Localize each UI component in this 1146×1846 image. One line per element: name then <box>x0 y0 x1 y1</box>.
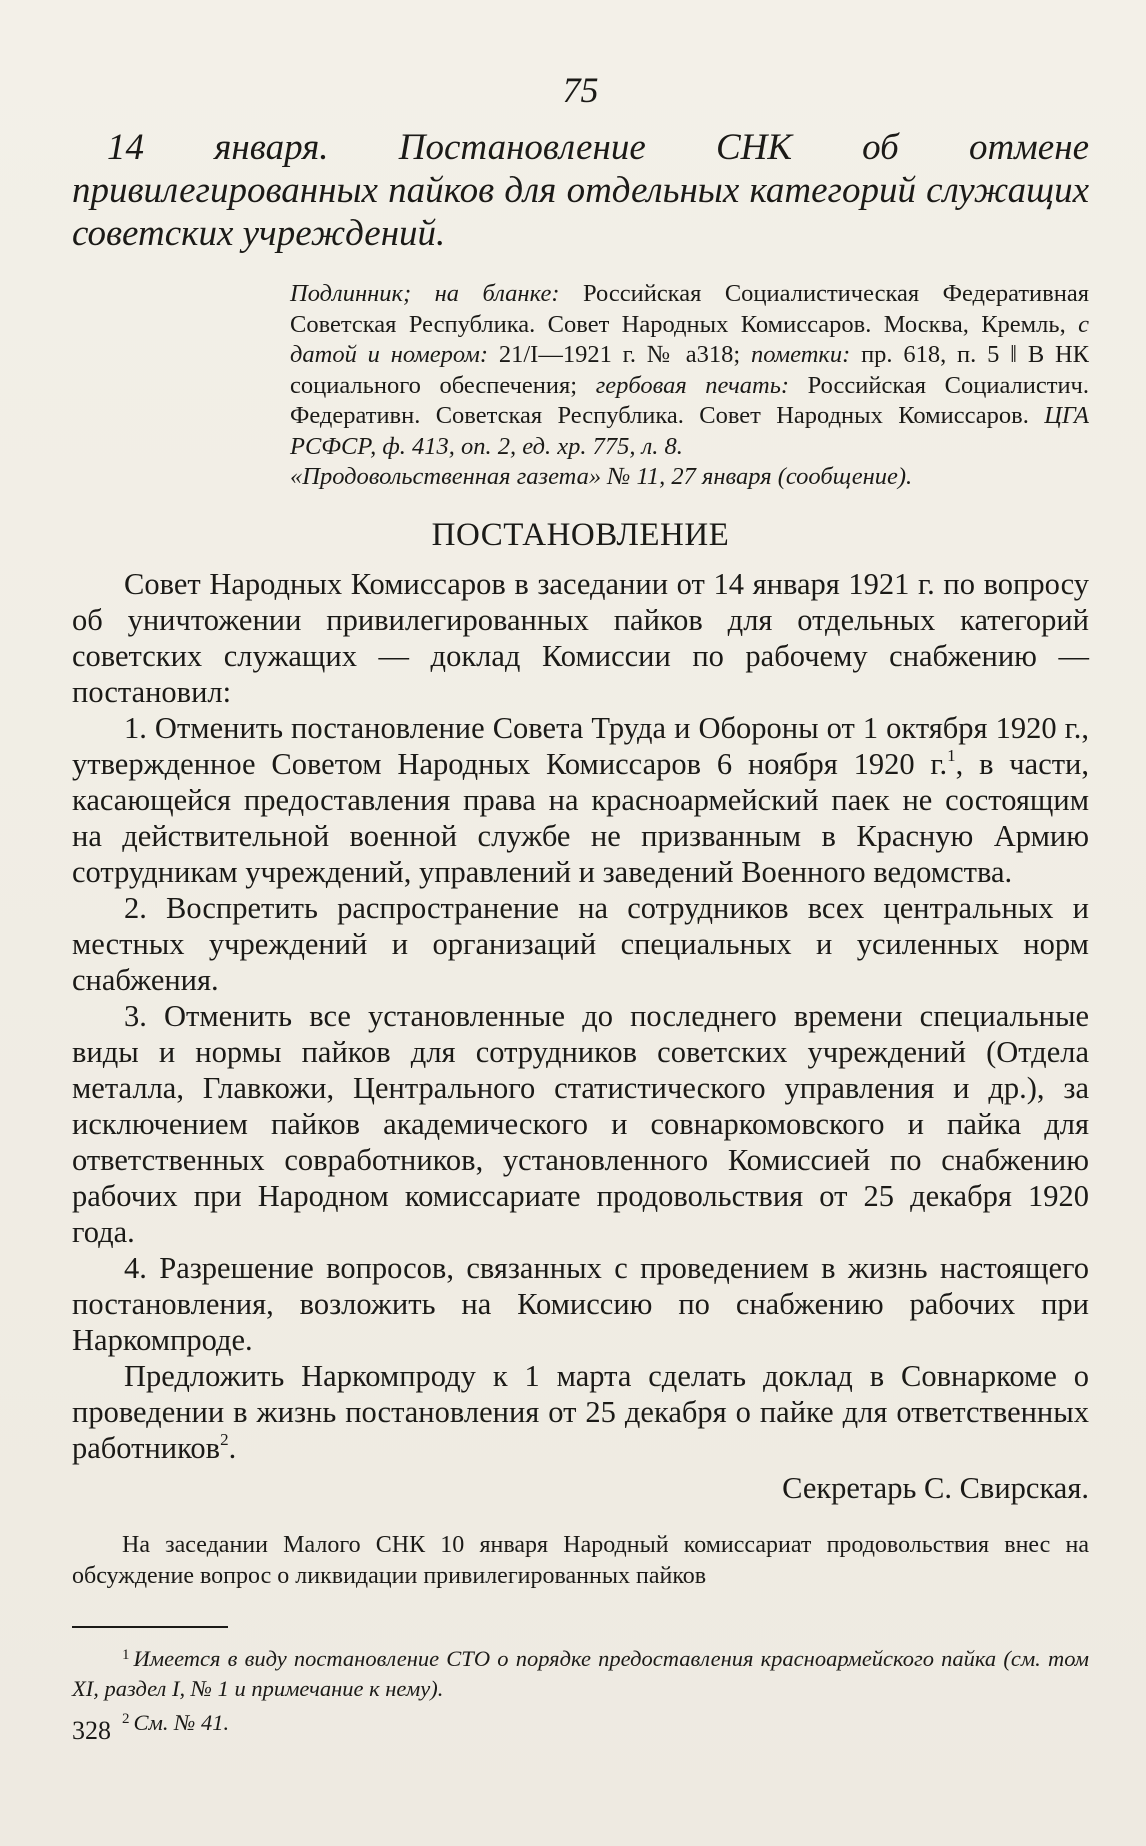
page-number: 328 <box>72 1716 111 1745</box>
source-text-seal: Российская Социалистич. Федеративн. Советская Республика. Совет Народных Комиссаров. <box>290 371 1090 429</box>
resolution-body <box>72 566 1089 1466</box>
source-annotation <box>290 279 1089 493</box>
footnote-1 <box>72 1640 1089 1704</box>
footnotes <box>72 1640 1089 1738</box>
footnote-2 <box>72 1704 1089 1738</box>
resolution-item-4: 4. Разрешение вопросов, связанных с проведением в жизнь настоящего постановления, возложить на Комиссию по снабжению рабочих при Наркомпроде. <box>72 1250 1089 1357</box>
resolution-item-3: 3. Отменить все установленные до последнего времени специальные виды и нормы пайков для сотрудников советских учреждений (Отдела металла, Главкожи, Центрального статистического управления и др.), за исключением пайков академического и совнаркомовского и пайка для ответственных совработников, установленного Комиссией по снабжению рабочих при Народном комиссариате продовольствия от 25 декабря 1920 года. <box>72 998 1089 1249</box>
footnote-1-text: Имеется в виду постановление СТО о порядке предоставления красноармейского пайка (см. том XI, раздел I, № 1 и примечание к нему). <box>72 1645 1089 1701</box>
source-publication: «Продовольственная газета» № 11, 27 января (сообщение). <box>290 463 913 490</box>
footnote-divider <box>72 1626 228 1628</box>
footnote-2-mark: 2 <box>122 1710 130 1727</box>
resolution-proposal <box>72 1358 1089 1466</box>
document-number: 75 <box>562 70 599 110</box>
proposal-text: Предложить Наркомпроду к 1 марта сделать доклад в Совнаркоме о проведении в жизнь постановления от 25 декабря о пайке для ответственных работников <box>72 1358 1089 1465</box>
document-title: 14 января. Постановление СНК об отмене привилегированных пайков для отдельных категорий служащих советских учреждений. <box>72 127 1089 254</box>
signature: Секретарь С. Свирская. <box>782 1470 1089 1505</box>
resolution-intro: Совет Народных Комиссаров в заседании от 14 января 1921 г. по вопросу об уничтожении привилегированных пайков для отдельных категорий советских служащих — доклад Комиссии по рабочему снабжению — постановил: <box>72 566 1089 709</box>
resolution-item-1 <box>72 710 1089 890</box>
source-text-date: 21/I—1921 г. № а318; <box>488 341 751 368</box>
item-1-text-b: , в части, касающейся предоставления права на красноармейский паек не состоящим на действительной военной службе не призванным в Красную Армию сотрудникам учреждений, управлений и заведений Военного ведомства. <box>72 746 1090 889</box>
source-description <box>290 279 1089 462</box>
footnote-ref-2: 2 <box>220 1429 229 1449</box>
source-text-marks: пр. 618, п. 5 ‖ В НК социального обеспечения; <box>290 341 1089 399</box>
footnote-1-mark: 1 <box>122 1646 130 1663</box>
proposal-end: . <box>228 1430 237 1465</box>
footnote-ref-1: 1 <box>947 745 956 765</box>
source-label-seal: гербовая печать: <box>595 371 790 399</box>
footnote-2-text: См. № 41. <box>133 1709 230 1735</box>
editorial-note: На заседании Малого СНК 10 января Народный комиссариат продовольствия внес на обсуждение вопрос о ликвидации привилегированных пайков <box>72 1531 1089 1589</box>
resolution-item-2: 2. Воспретить распространение на сотрудников всех центральных и местных учреждений и организаций специальных и усиленных норм снабжения. <box>72 890 1089 997</box>
source-label-date: с датой и номером: <box>290 310 1089 368</box>
source-archive: ЦГА РСФСР, ф. 413, оп. 2, ед. хр. 775, л. 8. <box>290 402 1089 460</box>
source-label-marks: пометки: <box>750 341 851 368</box>
item-1-text-a: 1. Отменить постановление Совета Труда и Обороны от 1 октября 1920 г., утвержденное Советом Народных Комиссаров 6 ноября 1920 г. <box>72 710 1089 781</box>
source-label-original: Подлинник; на бланке: <box>290 280 560 307</box>
section-heading: ПОСТАНОВЛЕНИЕ <box>431 516 730 553</box>
source-text-blank: Российская Социалистическая Федеративная Советская Республика. Совет Народных Комиссаров. Москва, Кремль, <box>290 280 1089 338</box>
